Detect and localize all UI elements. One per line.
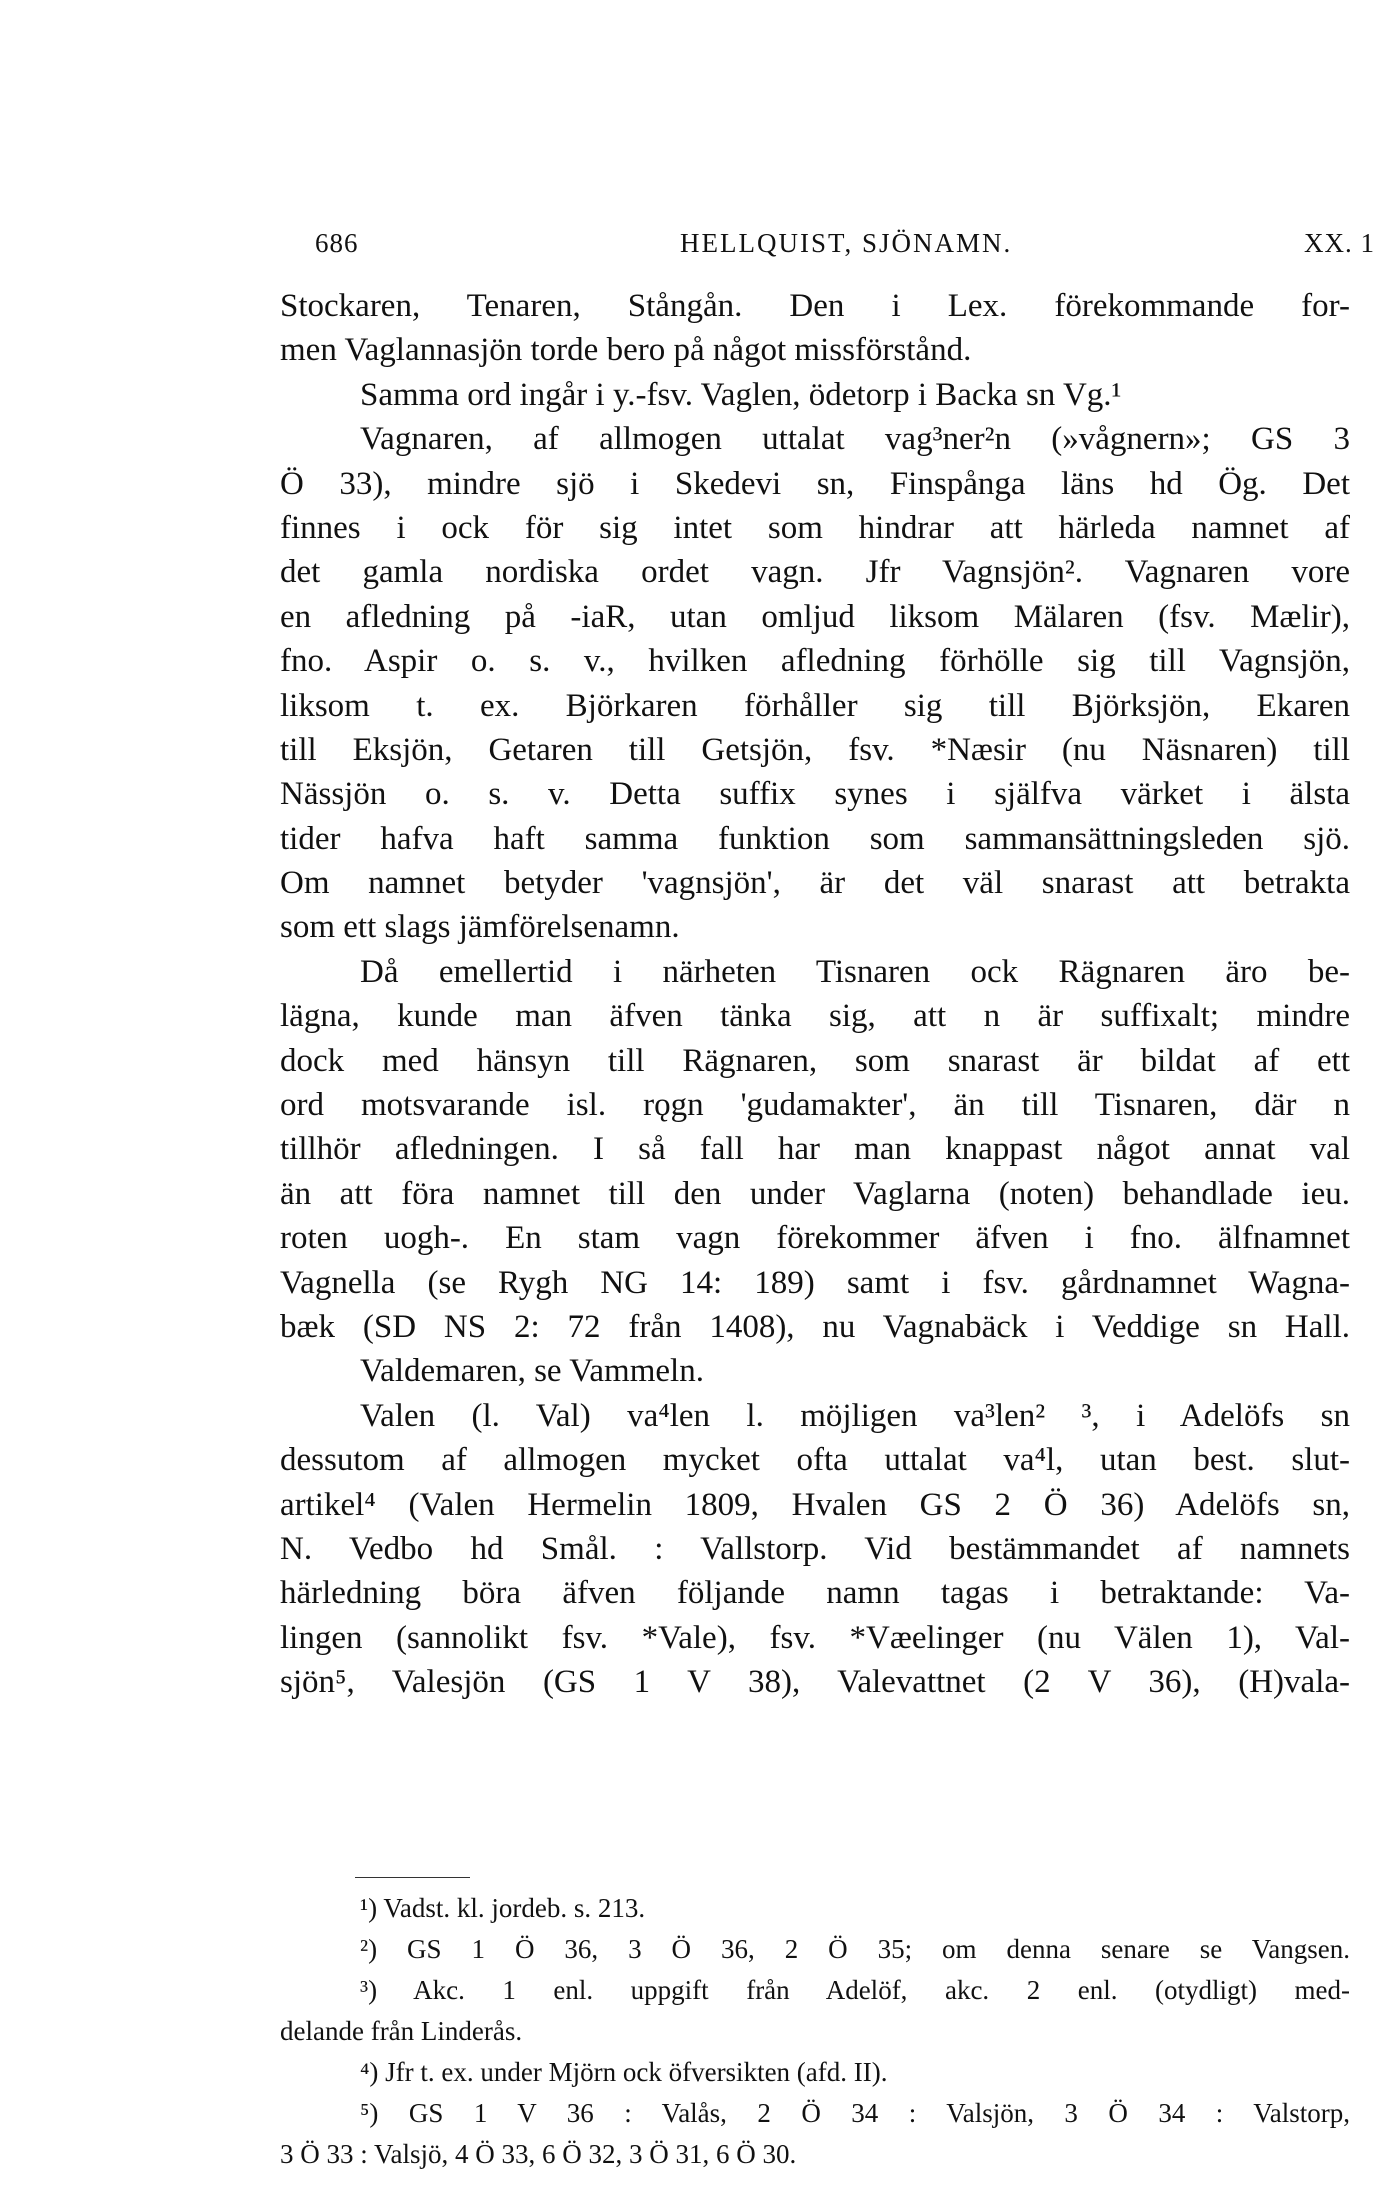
text-line: en afledning på -iaR, utan omljud liksom Mälaren (fsv. Mælir), [280,598,1350,635]
page-number: 686 [315,228,359,258]
text-line: artikel⁴ (Valen Hermelin 1809, Hvalen GS 2 Ö 36) Adelöfs sn, [280,1486,1350,1523]
text-line: ord motsvarande isl. rǫgn 'gudamakter', än till Tisnaren, där n [280,1087,1350,1124]
text-line: Ö 33), mindre sjö i Skedevi sn, Finspånga läns hd Ög. Det [280,465,1350,502]
text-line: Om namnet betyder 'vagnsjön', är det väl snarast att betrakta [280,865,1350,902]
text-line: dock med hänsyn till Rägnaren, som snarast är bildat af ett [280,1042,1350,1079]
footnote: ²) GS 1 Ö 36, 3 Ö 36, 2 Ö 35; om denna senare se Vangsen. [360,1934,1350,1964]
text-line: Vagnella (se Rygh NG 14: 189) samt i fsv. gårdnamnet Wagna- [280,1264,1350,1301]
text-line: Nässjön o. s. v. Detta suffix synes i själfva värket i älsta [280,776,1350,813]
footnote: ¹) Vadst. kl. jordeb. s. 213. [360,1893,646,1923]
section-number: XX. 1 [1304,228,1375,258]
text-line: N. Vedbo hd Smål. : Vallstorp. Vid bestämmandet af namnets [280,1530,1350,1567]
footnote-divider [355,1877,470,1878]
text-line: dessutom af allmogen mycket ofta uttalat va⁴l, utan best. slut- [280,1442,1350,1479]
page-header [315,228,1375,268]
text-line: finnes i ock för sig intet som hindrar att härleda namnet af [280,509,1350,546]
text-line: lägna, kunde man äfven tänka sig, att n är suffixalt; mindre [280,998,1350,1035]
footnote: ⁵) GS 1 V 36 : Valås, 2 Ö 34 : Valsjön, 3 Ö 34 : Valstorp, [360,2098,1350,2128]
footnotes [280,1888,1350,2175]
footnote: delande från Linderås. [280,2016,523,2046]
entry-valen: Valen (l. Val) va⁴len l. möjligen va³len² ³, i Adelöfs sn [360,1397,1350,1434]
footnote: ³) Akc. 1 enl. uppgift från Adelöf, akc. 2 enl. (otydligt) med- [360,1975,1350,2005]
text-line: bæk (SD NS 2: 72 från 1408), nu Vagnabäck i Veddige sn Hall. [280,1308,1350,1345]
text-line: men Vaglannasjön torde bero på något missförstånd. [280,332,972,369]
text-line: roten uogh-. En stam vagn förekommer äfven i fno. älfnamnet [280,1220,1350,1257]
text-line: Stockaren, Tenaren, Stångån. Den i Lex. förekommande for- [280,288,1350,324]
entry-valdemaren: Valdemaren, se Vammeln. [360,1353,704,1390]
text-line: fno. Aspir o. s. v., hvilken afledning förhölle sig till Vagnsjön, [280,643,1350,680]
text-line: Då emellertid i närheten Tisnaren ock Rägnaren äro be- [360,953,1350,990]
main-text [280,284,1350,1705]
footnote: ⁴) Jfr t. ex. under Mjörn ock öfversikten (afd. II). [360,2057,888,2087]
text-line: tider hafva haft samma funktion som sammansättningsleden sjö. [280,820,1350,857]
text-line: än att föra namnet till den under Vaglarna (noten) behandlade ieu. [280,1175,1350,1212]
text-line: sjön⁵, Valesjön (GS 1 V 38), Valevattnet (2 V 36), (H)vala- [280,1664,1350,1701]
text-line: härledning böra äfven följande namn tagas i betraktande: Va- [280,1575,1350,1612]
text-line: som ett slags jämförelsenamn. [280,909,680,946]
text-line: liksom t. ex. Björkaren förhåller sig till Björksjön, Ekaren [280,687,1350,724]
text-line: Samma ord ingår i y.-fsv. Vaglen, ödetorp i Backa sn Vg.¹ [360,376,1122,413]
footnote: 3 Ö 33 : Valsjö, 4 Ö 33, 6 Ö 32, 3 Ö 31, 6 Ö 30. [280,2139,797,2169]
running-title: HELLQUIST, SJÖNAMN. [680,228,1013,258]
text-line: lingen (sannolikt fsv. *Vale), fsv. *Væelinger (nu Välen 1), Val- [280,1619,1350,1656]
text-line: tillhör afledningen. I så fall har man knappast något annat val [280,1131,1350,1168]
entry-vagnaren: Vagnaren, af allmogen uttalat vag³ner²n (»vågnern»; GS 3 [360,421,1350,458]
text-line: till Eksjön, Getaren till Getsjön, fsv. *Næsir (nu Näsnaren) till [280,731,1350,768]
text-line: det gamla nordiska ordet vagn. Jfr Vagnsjön². Vagnaren vore [280,554,1350,591]
